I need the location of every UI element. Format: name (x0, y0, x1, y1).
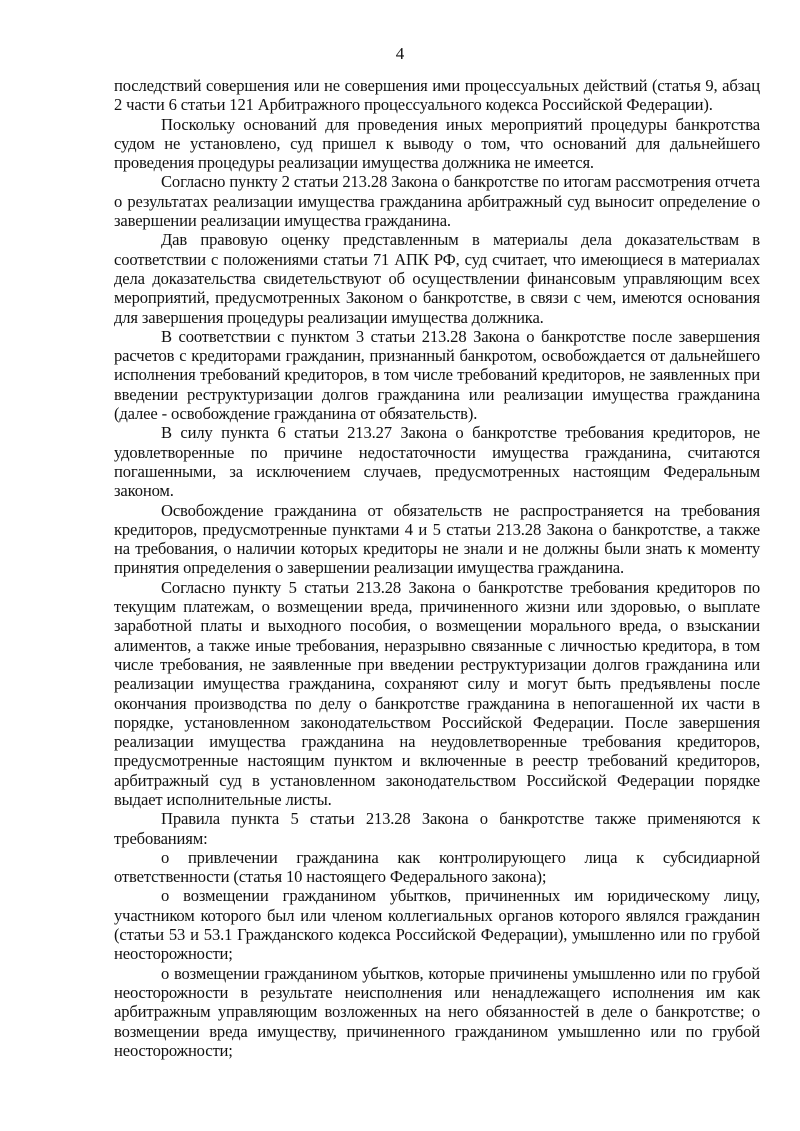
paragraph: В силу пункта 6 статьи 213.27 Закона о банкротстве требования кредиторов, не удовлетворенные по причине недостаточности имущества гражданина, считаются погашенными, за исключением случаев, предусмотренных настоящим Федеральным законом. (114, 423, 760, 501)
paragraph: Согласно пункту 2 статьи 213.28 Закона о банкротстве по итогам рассмотрения отчета о результатах реализации имущества гражданина арбитражный суд выносит определение о завершении реализации имущества гражданина. (114, 172, 760, 231)
list-item: о возмещении гражданином убытков, причиненных им юридическому лицу, участником которого был или членом коллегиальных органов которого являлся гражданин (статьи 53 и 53.1 Гражданского кодекса Российской Федерации), умышленно или по грубой неосторожности; (114, 886, 760, 964)
paragraph: последствий совершения или не совершения ими процессуальных действий (статья 9, абзац 2 части 6 статьи 121 Арбитражного процессуального кодекса Российской Федерации). (114, 76, 760, 115)
list-item: о привлечении гражданина как контролирующего лица к субсидиарной ответственности (статья 10 настоящего Федерального закона); (114, 847, 760, 887)
paragraph: Освобождение гражданина от обязательств не распространяется на требования кредиторов, предусмотренные пунктами 4 и 5 статьи 213.28 Закона о банкротстве, а также на требования, о наличии которых кредиторы не знали и не должны были знать к моменту принятия определения о завершении реализации имущества гражданина. (114, 500, 760, 578)
page-number: 4 (395, 44, 405, 63)
paragraph: Поскольку оснований для проведения иных мероприятий процедуры банкротства судом не установлено, суд пришел к выводу о том, что оснований для дальнейшего проведения процедуры реализации имущества должника не имеется. (114, 114, 760, 173)
paragraph: В соответствии с пунктом 3 статьи 213.28 Закона о банкротстве после завершения расчетов с кредиторами гражданин, признанный банкротом, освобождается от дальнейшего исполнения требований кредиторов, в том числе требований кредиторов, не заявленных при введении реструктуризации долгов гражданина или реализации имущества гражданина (далее - освобождение гражданина от обязательств). (114, 326, 760, 424)
paragraph: Согласно пункту 5 статьи 213.28 Закона о банкротстве требования кредиторов по текущим платежам, о возмещении вреда, причиненного жизни или здоровью, о выплате заработной платы и выходного пособия, о возмещении морального вреда, о взыскании алиментов, а также иные требования, неразрывно связанные с личностью кредитора, в том числе требования, не заявленные при введении реструктуризации долгов гражданина или реализации имущества гражданина, сохраняют силу и могут быть предъявлены после окончания производства по делу о банкротстве гражданина в непогашенной их части в порядке, установленном законодательством Российской Федерации. После завершения реализации имущества гражданина на неудовлетворенные требования кредиторов, предусмотренные настоящим пунктом и включенные в реестр требований кредиторов, арбитражный суд в установленном законодательством Российской Федерации порядке выдает исполнительные листы. (114, 577, 760, 809)
list-item: о возмещении гражданином убытков, которые причинены умышленно или по грубой неосторожности в результате неисполнения или ненадлежащего исполнения им как арбитражным управляющим возложенных на него обязанностей в деле о банкротстве; о возмещении вреда имуществу, причиненного гражданином умышленно или по грубой неосторожности; (114, 963, 760, 1060)
paragraph: Дав правовую оценку представленным в материалы дела доказательствам в соответствии с положениями статьи 71 АПК РФ, суд считает, что имеющиеся в материалах дела доказательства свидетельствуют об осуществлении финансовым управляющим всех мероприятий, предусмотренных Законом о банкротстве, в связи с чем, имеются основания для завершения процедуры реализации имущества должника. (114, 230, 760, 327)
paragraph: Правила пункта 5 статьи 213.28 Закона о банкротстве также применяются к требованиям: (114, 809, 760, 848)
document-body (114, 76, 760, 1060)
